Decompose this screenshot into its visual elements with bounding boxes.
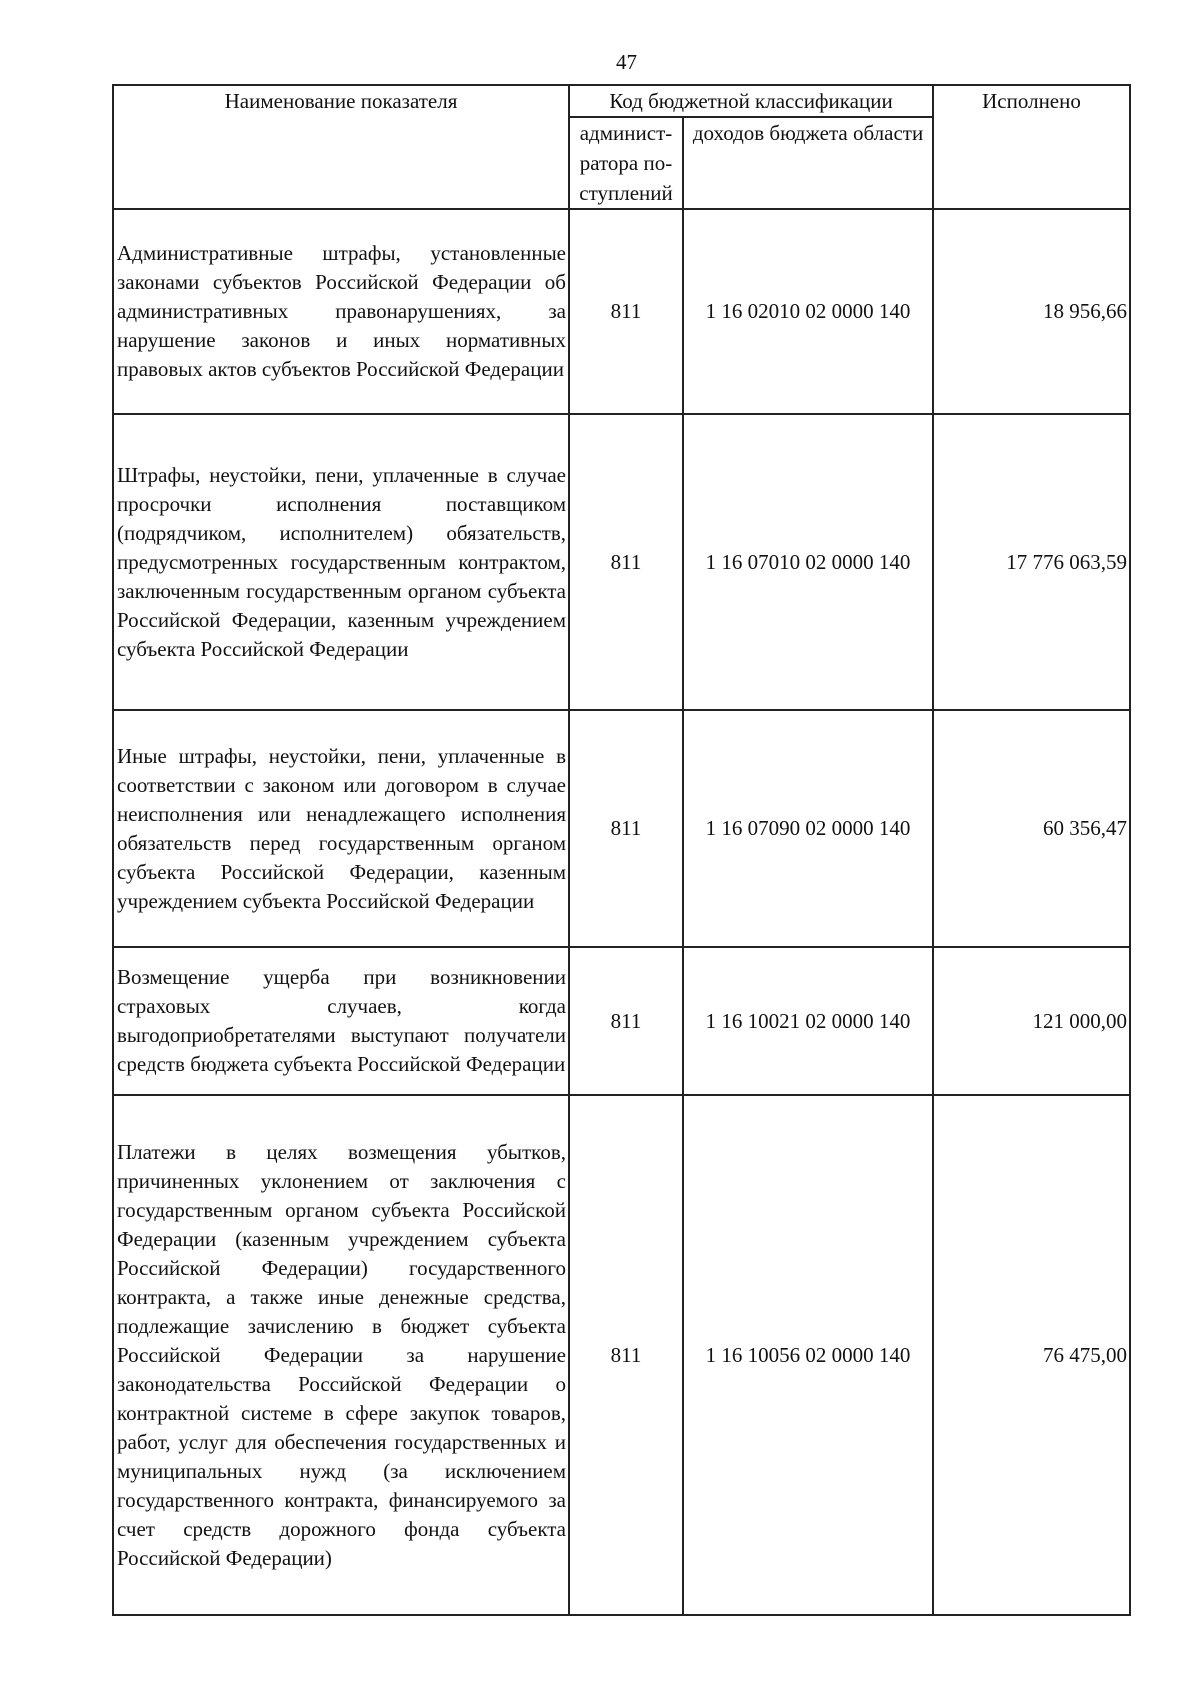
revenue-table	[112, 84, 1131, 1616]
row-name: Штрафы, неустойки, пени, уплаченные в случае просрочки исполнения поставщиком (подрядчиком, исполнителем) обязательств, предусмотренных государственным контрактом, заключенным государственным органом субъекта Российской Федерации, казенным учреждением субъекта Российской Федерации	[113, 414, 569, 710]
row-amount: 18 956,66	[933, 209, 1130, 414]
row-name: Возмещение ущерба при возникновении страховых случаев, когда выгодоприобретателями выступают получатели средств бюджета субъекта Российской Федерации	[113, 947, 569, 1095]
row-name: Платежи в целях возмещения убытков, причиненных уклонением от заключения с государственным органом субъекта Российской Федерации (казенным учреждением субъекта Российской Федерации) государственного контракта, а также иные денежные средства, подлежащие зачислению в бюджет субъекта Российской Федерации за нарушение законодательства Российской Федерации о контрактной системе в сфере закупок товаров, работ, услуг для обеспечения государственных и муниципальных нужд (за исключением государственного контракта, финансируемого за счет средств дорожного фонда субъекта Российской Федерации)	[113, 1095, 569, 1615]
table-row	[113, 209, 1130, 414]
row-income-code: 1 16 07090 02 0000 140	[683, 710, 933, 947]
header-name: Наименование показателя	[113, 85, 569, 209]
row-amount: 17 776 063,59	[933, 414, 1130, 710]
table-row	[113, 947, 1130, 1095]
row-income-code: 1 16 07010 02 0000 140	[683, 414, 933, 710]
header-administrator: админист-ратора по-ступлений	[569, 117, 683, 209]
header-budget-income: доходов бюджета области	[683, 117, 933, 209]
table-row	[113, 414, 1130, 710]
table-row	[113, 710, 1130, 947]
row-admin-code: 811	[569, 947, 683, 1095]
row-income-code: 1 16 10021 02 0000 140	[683, 947, 933, 1095]
page-number: 47	[616, 50, 637, 74]
row-name: Административные штрафы, установленные законами субъектов Российской Федерации об административных правонарушениях, за нарушение законов и иных нормативных правовых актов субъектов Российской Федерации	[113, 209, 569, 414]
row-amount: 121 000,00	[933, 947, 1130, 1095]
row-name: Иные штрафы, неустойки, пени, уплаченные в соответствии с законом или договором в случае неисполнения или ненадлежащего исполнения обязательств перед государственным органом субъекта Российской Федерации, казенным учреждением субъекта Российской Федерации	[113, 710, 569, 947]
header-classification: Код бюджетной классификации	[569, 85, 933, 117]
row-income-code: 1 16 10056 02 0000 140	[683, 1095, 933, 1615]
row-admin-code: 811	[569, 1095, 683, 1615]
row-admin-code: 811	[569, 209, 683, 414]
row-admin-code: 811	[569, 710, 683, 947]
header-executed: Исполнено	[933, 85, 1130, 209]
table-row	[113, 1095, 1130, 1615]
row-admin-code: 811	[569, 414, 683, 710]
row-amount: 76 475,00	[933, 1095, 1130, 1615]
row-income-code: 1 16 02010 02 0000 140	[683, 209, 933, 414]
row-amount: 60 356,47	[933, 710, 1130, 947]
